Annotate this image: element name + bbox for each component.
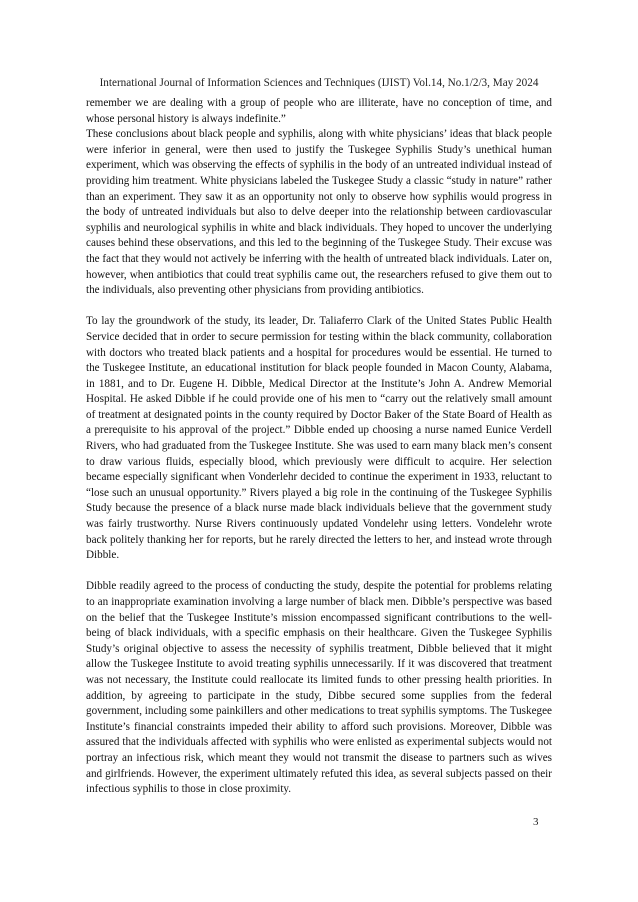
paragraph-continuation: remember we are dealing with a group of people who are illiterate, have no conception of time, and whose personal history is always indefinite.” [86,97,552,125]
page-number: 3 [533,816,539,828]
body-text [86,96,552,813]
paragraph-dibble: Dibble readily agreed to the process of conducting the study, despite the potential for problems relating to an inappropriate examination involving a large number of black men. Dibble’s perspective was based on the belief that the Tuskegee Institute’s mission encompassed significant contributions to the well-being of black individuals, with a specific emphasis on their healthcare. Given the Tuskegee Syphilis Study’s original objective to assess the necessity of syphilis treatment, Dibble believed that it might allow the Tuskegee Institute to avoid treating syphilis unnecessarily. If it was discovered that treatment was not necessary, the Institute could reallocate its limited funds to other pressing health priorities. In addition, by agreeing to participate in the study, Dibbe secured some supplies from the federal government, including some painkillers and other medications to treat syphilis symptoms. The Tuskegee Institute’s financial constraints impeded their ability to afford such provisions. Moreover, Dibble was assured that the individuals affected with syphilis who were enlisted as experimental subjects would not portray an infectious risk, which meant they would not transmit the disease to partners such as wives and girlfriends. However, the experiment ultimately refuted this idea, as several subjects passed on their infectious syphilis to those in close proximity. [86,580,552,796]
paragraph-groundwork: To lay the groundwork of the study, its leader, Dr. Taliaferro Clark of the United States Public Health Service decided that in order to secure permission for testing within the black community, collaboration with doctors who treated black patients and a hospital for procedures would be essential. He turned to the Tuskegee Institute, an educational institution for black people founded in Macon County, Alabama, in 1881, and to Dr. Eugene H. Dibble, Medical Director at the Institute’s John A. Andrew Memorial Hospital. He asked Dibble if he could provide one of his men to “carry out the relatively small amount of treatment at designated points in the county required by Doctor Baker of the State Board of Health as a prerequisite to his approval of the project.” Dibble ended up choosing a nurse named Eunice Verdell Rivers, who had graduated from the Tuskegee Institute. She was used to earn many black men’s consent to draw various fluids, especially blood, which previously were difficult to acquire. Her selection became especially significant when Vonderlehr decided to continue the experiment in 1933, reluctant to “lose such an unusual opportunity.” Rivers played a big role in the continuing of the Tuskegee Syphilis Study because the presence of a black nurse made black individuals believe that the government study was fairly trustworthy. Nurse Rivers continuously updated Vondelehr using letters. Vondelehr wrote back politely thanking her for reports, but he rarely directed the letters to her, and instead wrote through Dibble. [86,315,552,562]
running-header: International Journal of Information Sciences and Techniques (IJIST) Vol.14, No.1/2/3, May 2024 [99,77,539,89]
paragraph-conclusions: These conclusions about black people and syphilis, along with white physicians’ ideas that black people were inferior in general, were then used to justify the Tuskegee Syphilis Study’s unethical human experiment, which was observing the effects of syphilis in the body of an untreated individual instead of providing him treatment. White physicians labeled the Tuskegee Study a classic “study in nature” rather than an experiment. They saw it as an opportunity not only to observe how syphilis would progress in the body of untreated individuals but also to delve deeper into the relationship between cardiovascular syphilis and neurological syphilis in white and black individuals. They hoped to uncover the underlying causes behind these observations, and this led to the beginning of the Tuskegee Study. Their excuse was the fact that they would not actively be inferring with the health of untreated black individuals. Later on, however, when antibiotics that could treat syphilis came out, the researchers refused to give them out to the individuals, also preventing other physicians from providing antibiotics. [86,128,552,297]
